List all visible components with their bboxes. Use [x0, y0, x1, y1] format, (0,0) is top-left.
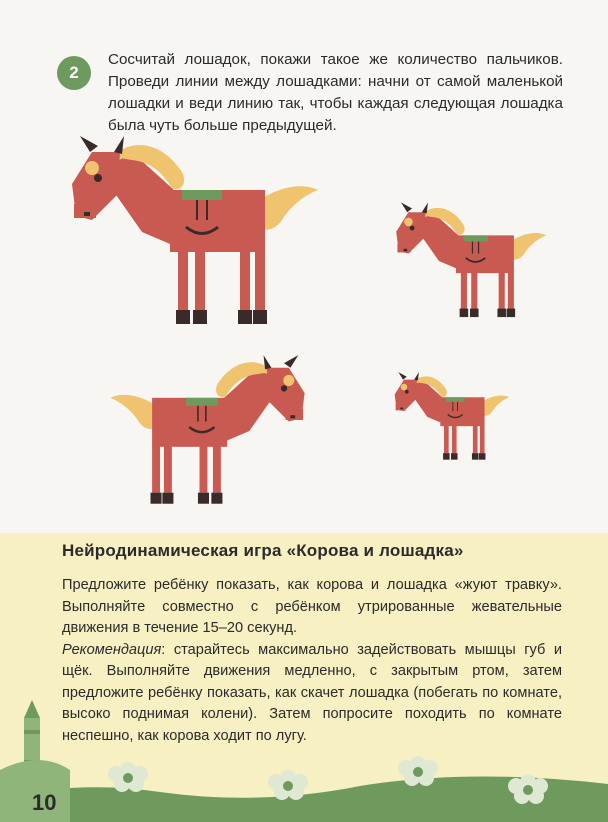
page-number: 10	[32, 790, 57, 815]
game-description	[62, 575, 562, 747]
horse-medium	[105, 352, 313, 514]
flower-icon	[268, 770, 308, 800]
horse-large	[62, 132, 324, 337]
recommendation-label: Рекомендация	[62, 641, 162, 658]
horse-smallest	[390, 370, 512, 466]
meadow-decoration	[0, 740, 608, 822]
recommendation-text: : старайтесь максимально задействовать мышцы губ и щёк. Выполняйте движения медленно, с закрытым ртом, затем предложите ребёнку показать, как скачет лошадка (побегать по комнате, высоко поднимая колени). Затем попросите походить по комнате неспешно, как корова ходит по лугу.	[62, 641, 562, 744]
task-number-badge: 2	[57, 56, 91, 90]
game-recommendation	[62, 640, 562, 748]
game-title: Нейродинамическая игра «Корова и лошадка»	[62, 541, 464, 560]
game-paragraph: Предложите ребёнку показать, как корова и лошадка «жуют травку». Выполняйте совместно с ребёнком утрированные жевательные движения в течение 15–20 секунд.	[62, 577, 562, 636]
task-instruction: Сосчитай лошадок, покажи такое же количество пальчиков. Проведи линии между лошадками: начни от самой маленькой лошадки и веди линию так, чтобы каждая следующая лошадка была чуть больше предыдущей.	[108, 51, 563, 134]
flower-icon	[108, 762, 148, 792]
horse-medium-small	[390, 200, 550, 325]
